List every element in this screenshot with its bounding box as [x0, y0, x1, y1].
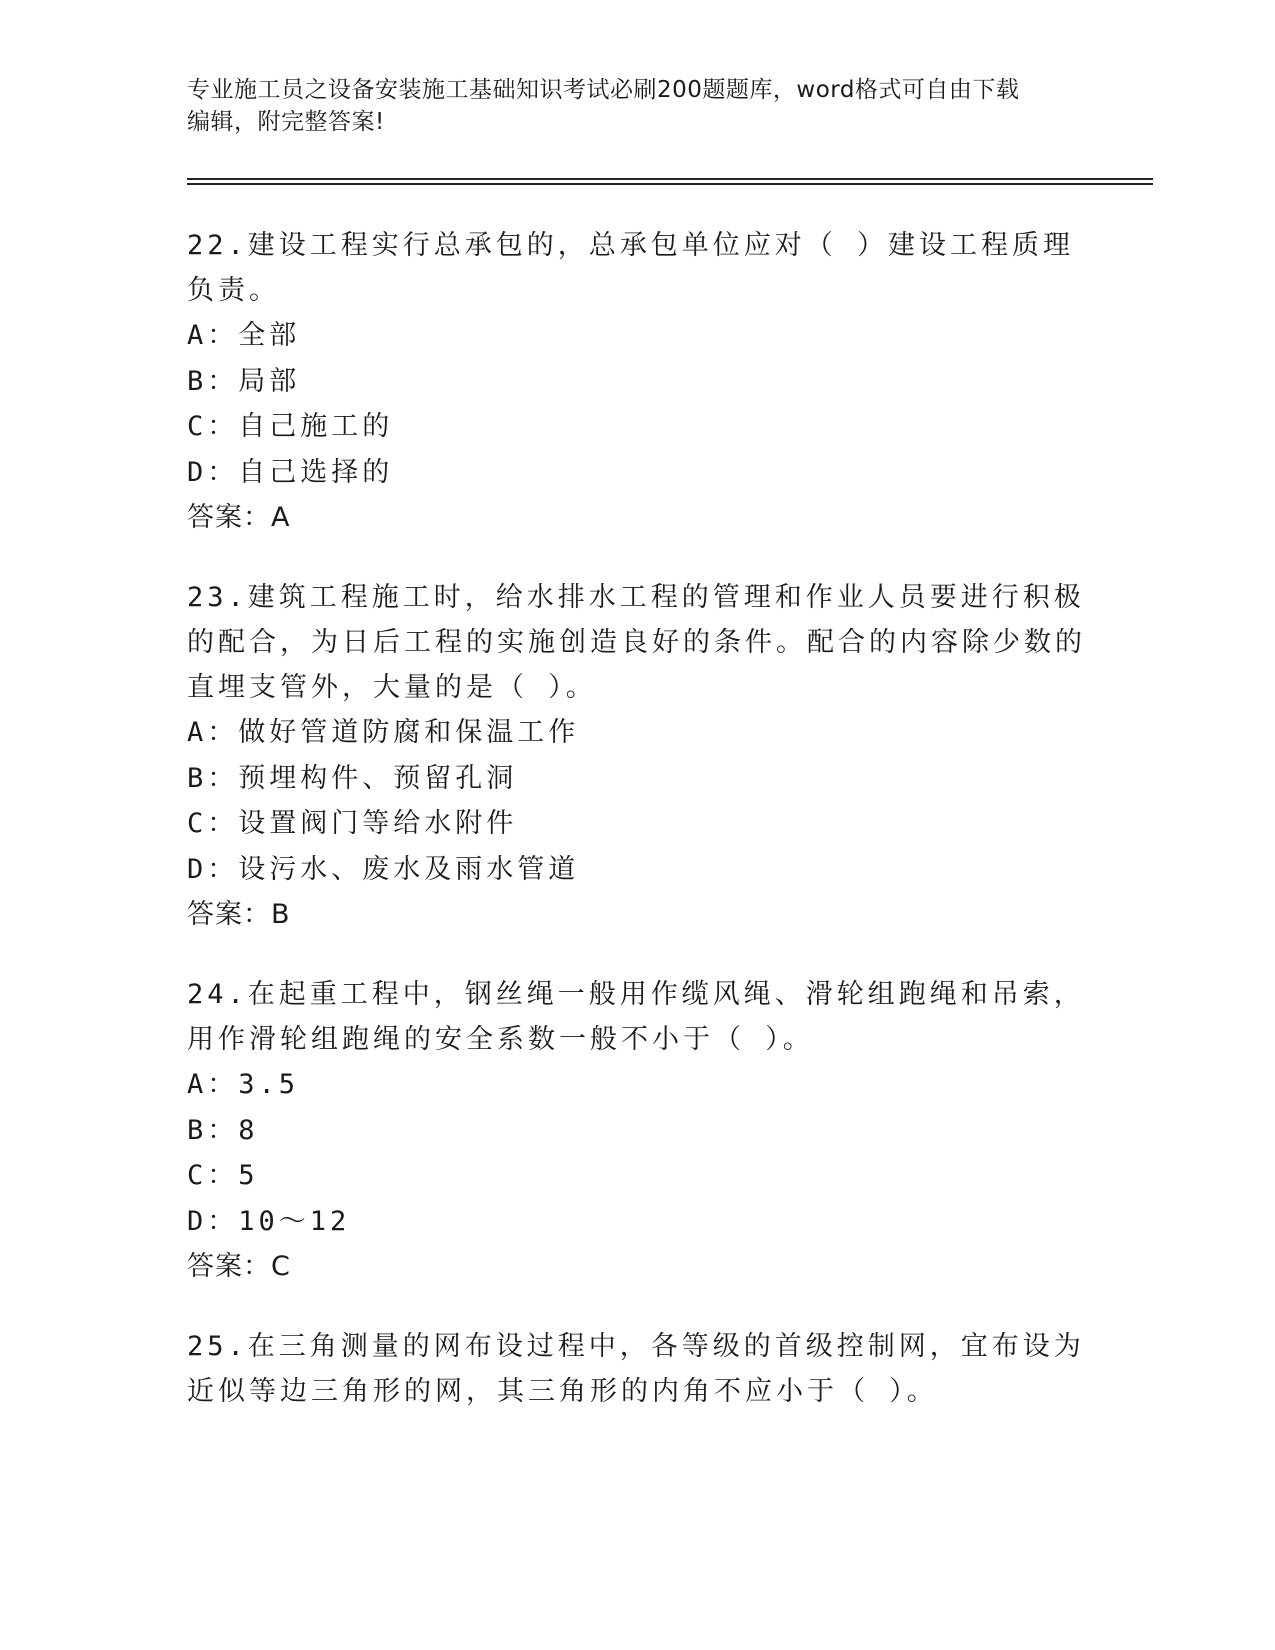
option-letter: C： — [187, 808, 239, 839]
question-stem: 25.在三角测量的网布设过程中，各等级的首级控制网，宜布设为近似等边三角形的网，其三角形的内角不应小于（ ）。 — [187, 1331, 1085, 1407]
option-b — [187, 1108, 1087, 1154]
question-stem: 23.建筑工程施工时，给水排水工程的管理和作业人员要进行积极的配合，为日后工程的实施创造良好的条件。配合的内容除少数的直埋支管外，大量的是（ ）。 — [187, 582, 1086, 703]
option-text: 10～12 — [238, 1205, 351, 1237]
option-letter: B： — [187, 365, 239, 397]
answer-label: 答案： — [187, 1251, 271, 1282]
option-c — [187, 404, 1087, 450]
option-c — [187, 801, 1087, 847]
option-text: 做好管道防腐和保温工作 — [238, 717, 580, 748]
option-a — [187, 313, 1087, 359]
option-letter: A： — [187, 717, 239, 748]
option-b — [187, 756, 1087, 802]
option-letter: B： — [187, 1114, 239, 1146]
option-d — [187, 1199, 1087, 1245]
option-d — [187, 450, 1087, 496]
option-letter: A： — [187, 1069, 239, 1100]
header-divider — [187, 178, 1153, 185]
option-b — [187, 359, 1087, 405]
option-text: 预埋构件、预留孔洞 — [238, 762, 518, 794]
answer-line — [187, 892, 1087, 938]
option-text: 5 — [238, 1160, 259, 1191]
answer-label: 答案： — [187, 502, 271, 533]
header-title-line1: 专业施工员之设备安装施工基础知识考试必刷200题题库，word格式可自由下载 — [187, 77, 1020, 103]
answer-value: A — [271, 502, 290, 533]
option-letter: A： — [187, 320, 239, 351]
answer-line — [187, 495, 1087, 541]
option-letter: D： — [187, 1205, 239, 1237]
question-stem: 24.在起重工程中，钢丝绳一般用作缆风绳、滑轮组跑绳和吊索，用作滑轮组跑绳的安全系数一般不小于（ ）。 — [187, 979, 1085, 1055]
option-letter: B： — [187, 762, 239, 794]
option-a — [187, 710, 1087, 756]
answer-value: B — [271, 899, 290, 930]
option-text: 设污水、废水及雨水管道 — [238, 853, 580, 885]
questions-list — [187, 223, 1087, 1448]
question-25 — [187, 1324, 1087, 1414]
question-22 — [187, 223, 1087, 541]
answer-value: C — [271, 1251, 290, 1282]
option-letter: D： — [187, 456, 239, 488]
option-text: 设置阀门等给水附件 — [238, 808, 518, 839]
header-title-line2: 编辑，附完整答案! — [187, 109, 385, 135]
answer-label: 答案： — [187, 899, 271, 930]
answer-line — [187, 1244, 1087, 1290]
question-23 — [187, 575, 1087, 938]
option-text: 局部 — [238, 365, 301, 397]
option-text: 8 — [238, 1114, 259, 1146]
document-header — [187, 74, 1087, 138]
option-c — [187, 1153, 1087, 1199]
option-letter: C： — [187, 411, 239, 442]
question-stem: 22.建设工程实行总承包的，总承包单位应对（ ）建设工程质理负责。 — [187, 230, 1075, 306]
option-d — [187, 847, 1087, 893]
option-text: 全部 — [238, 320, 301, 351]
option-letter: C： — [187, 1160, 239, 1191]
option-text: 3.5 — [238, 1069, 300, 1100]
option-text: 自己施工的 — [238, 411, 394, 442]
option-a — [187, 1062, 1087, 1108]
question-24 — [187, 972, 1087, 1290]
option-text: 自己选择的 — [238, 456, 394, 488]
option-letter: D： — [187, 853, 239, 885]
